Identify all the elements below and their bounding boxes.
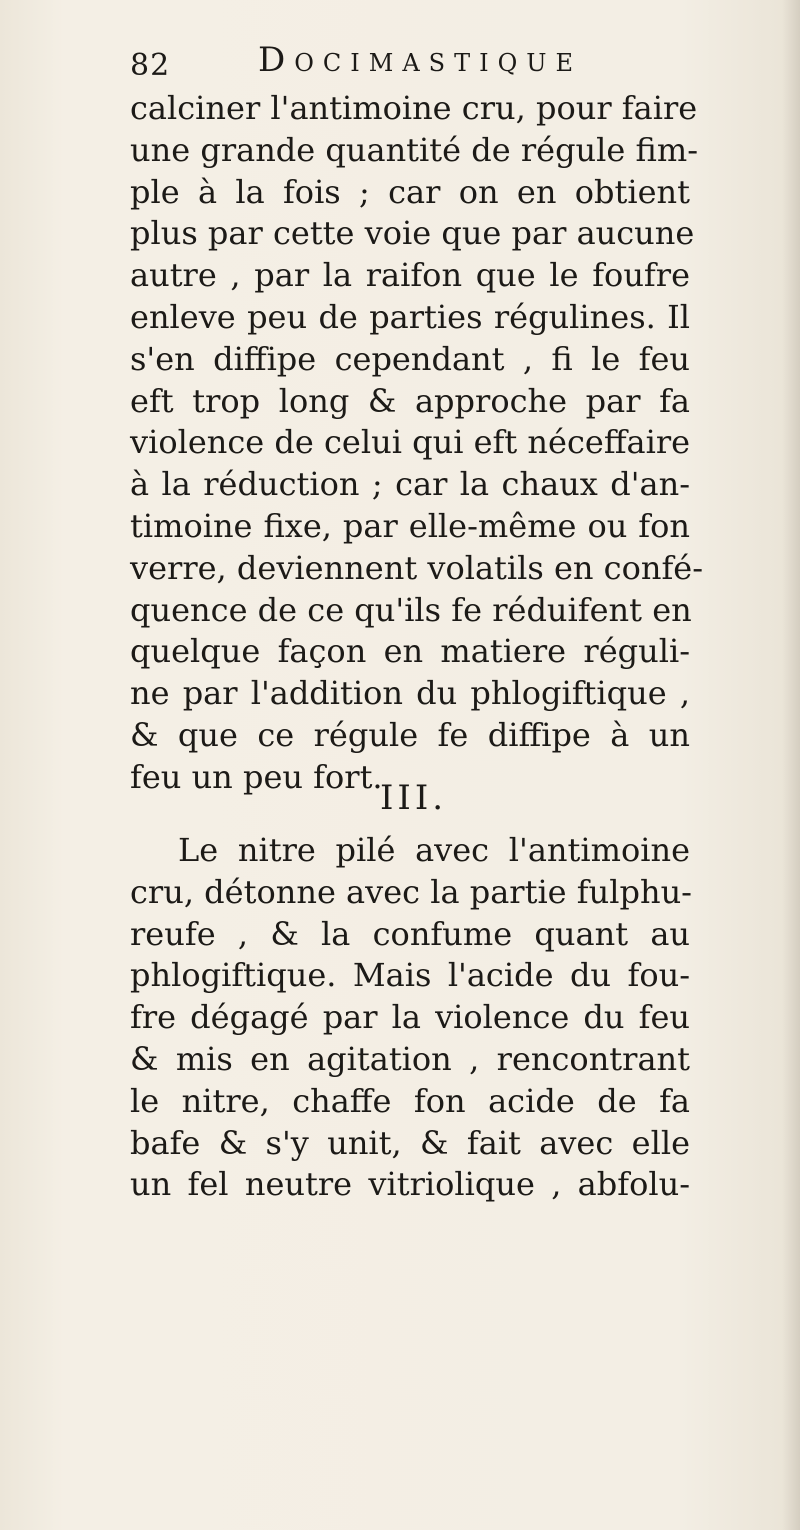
text-line: ne par l'addition du phlogiftique , [130,674,690,713]
text-line: eft trop long & approche par fa [130,381,690,420]
text-line: ple à la fois ; car on en obtient [130,172,690,211]
text-line: reufe , & la confume quant au [130,914,690,953]
running-head [130,40,690,84]
text-line: bafe & s'y unit, & fait avec elle [130,1123,690,1162]
text-line: phlogiftique. Mais l'acide du fou- [130,956,690,995]
text-line: & mis en agitation , rencontrant [130,1039,690,1078]
section-number: III. [380,778,448,818]
text-line: plus par cette voie que par aucune [130,214,695,253]
page-number: 82 [130,48,171,83]
text-line: à la réduction ; car la chaux d'an- [130,465,690,504]
text-line: timoine fixe, par elle-même ou fon [130,506,690,545]
text-line: cru, détonne avec la partie fulphu- [130,872,692,911]
text-line: un fel neutre vitriolique , abfolu- [130,1165,690,1204]
paragraph-2 [130,830,690,1206]
text-line: Le nitre pilé avec l'antimoine [178,831,690,869]
text-line: quence de ce qu'ils fe réduifent en [130,590,692,629]
paragraph-1 [130,88,704,799]
text-line: autre , par la raifon que le foufre [130,256,690,295]
page-edge-shadow [782,0,800,1530]
text-line: feu un peu fort. [130,757,383,796]
text-line: violence de celui qui eft néceffaire [130,423,691,462]
text-line: le nitre, chaffe fon acide de fa [130,1081,690,1120]
text-line: calciner l'antimoine cru, pour faire [130,89,698,127]
text-line: fre dégagé par la violence du feu [130,998,690,1037]
text-line: s'en diffipe cependant , fi le feu [130,339,690,378]
text-line: enleve peu de parties régulines. Il [130,297,690,336]
text-line: verre, deviennent volatils en confé- [130,548,704,587]
text-line: quelque façon en matiere réguli- [130,632,690,671]
running-head-title: Docimastique [258,40,583,80]
text-line: & que ce régule fe diffipe à un [130,715,690,754]
text-line: une grande quantité de régule fim- [130,130,698,169]
